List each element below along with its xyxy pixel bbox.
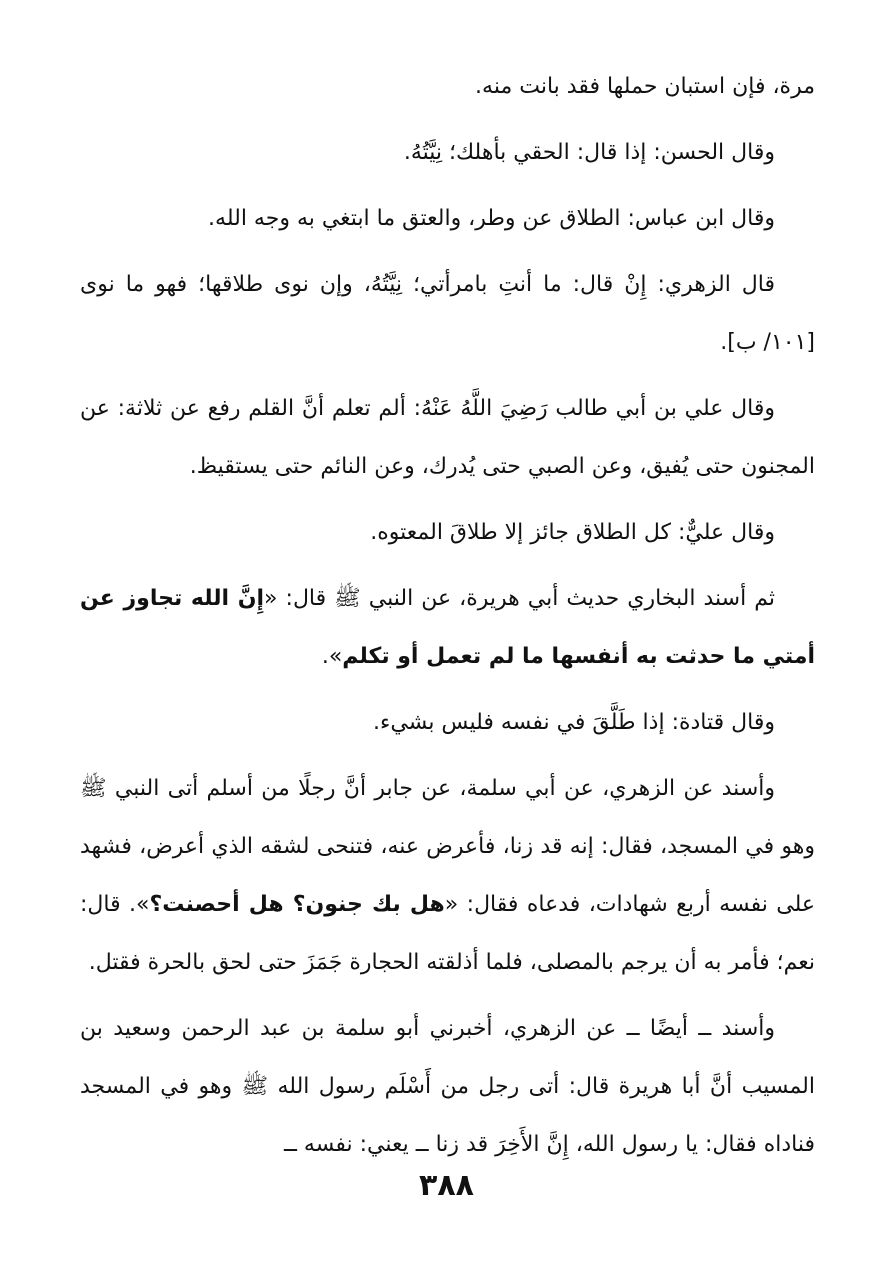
paragraph-hadith bbox=[80, 570, 815, 686]
page-number: ٣٨٨ bbox=[419, 1168, 474, 1203]
paragraph: مرة، فإن استبان حملها فقد بانت منه. bbox=[475, 74, 815, 99]
page-body bbox=[80, 58, 815, 1174]
hadith-quote: هل بك جنون؟ هل أحصنت؟ bbox=[149, 892, 445, 917]
paragraph: وقال قتادة: إذا طَلَّقَ في نفسه فليس بشيء. bbox=[373, 710, 775, 735]
paragraph-text: ». bbox=[321, 644, 343, 669]
paragraph: وقال الحسن: إذا قال: الحقي بأهلك؛ نِيَّتُهُ. bbox=[403, 140, 775, 165]
paragraph: وقال عليٌّ: كل الطلاق جائز إلا طلاقَ المعتوه. bbox=[370, 520, 775, 545]
paragraph: وقال علي بن أبي طالب رَضِيَ اللَّهُ عَنْهُ: ألم تعلم أنَّ القلم رفع عن ثلاثة: عن المجنون حتى يُفيق، وعن الصبي حتى يُدرك، وعن النائم حتى يستقيظ. bbox=[80, 396, 815, 479]
paragraph-text: ». قال: نعم؛ فأمر به أن يرجم بالمصلى، فلما أذلقته الحجارة جَمَزَ حتى لحق بالحرة فقتل. bbox=[80, 892, 815, 975]
hadith-quote: إِنَّ الله تجاوز عن أمتي ما حدثت به أنفسها ما لم تعمل أو تكلم bbox=[80, 586, 815, 669]
paragraph: وأسند ــ أيضًا ــ عن الزهري، أخبرني أبو سلمة بن عبد الرحمن وسعيد بن المسيب أنَّ أبا هريرة قال: أتى رجل من أَسْلَم رسول الله ﷺ وهو في المسجد فناداه فقال: يا رسول الله، إِنَّ الأَخِرَ قد زنا ــ يعني: نفسه ــ bbox=[80, 1016, 815, 1157]
paragraph-text: ثم أسند البخاري حديث أبي هريرة، عن النبي ﷺ قال: « bbox=[264, 586, 775, 611]
paragraph-text: وأسند عن الزهري، عن أبي سلمة، عن جابر أنَّ رجلًا من أسلم أتى النبي ﷺ وهو في المسجد، فقال: إنه قد زنا، فأعرض عنه، فتنحى لشقه الذي أعرض، فشهد على نفسه أربع شهادات، فدعاه فقال: « bbox=[80, 776, 816, 917]
paragraph: وقال ابن عباس: الطلاق عن وطر، والعتق ما ابتغي به وجه الله. bbox=[208, 206, 775, 231]
paragraph-hadith bbox=[80, 760, 815, 992]
paragraph: قال الزهري: إِنْ قال: ما أنتِ بامرأتي؛ نِيَّتُهُ، وإن نوى طلاقها؛ فهو ما نوى [١٠١/ ب]. bbox=[80, 272, 815, 355]
